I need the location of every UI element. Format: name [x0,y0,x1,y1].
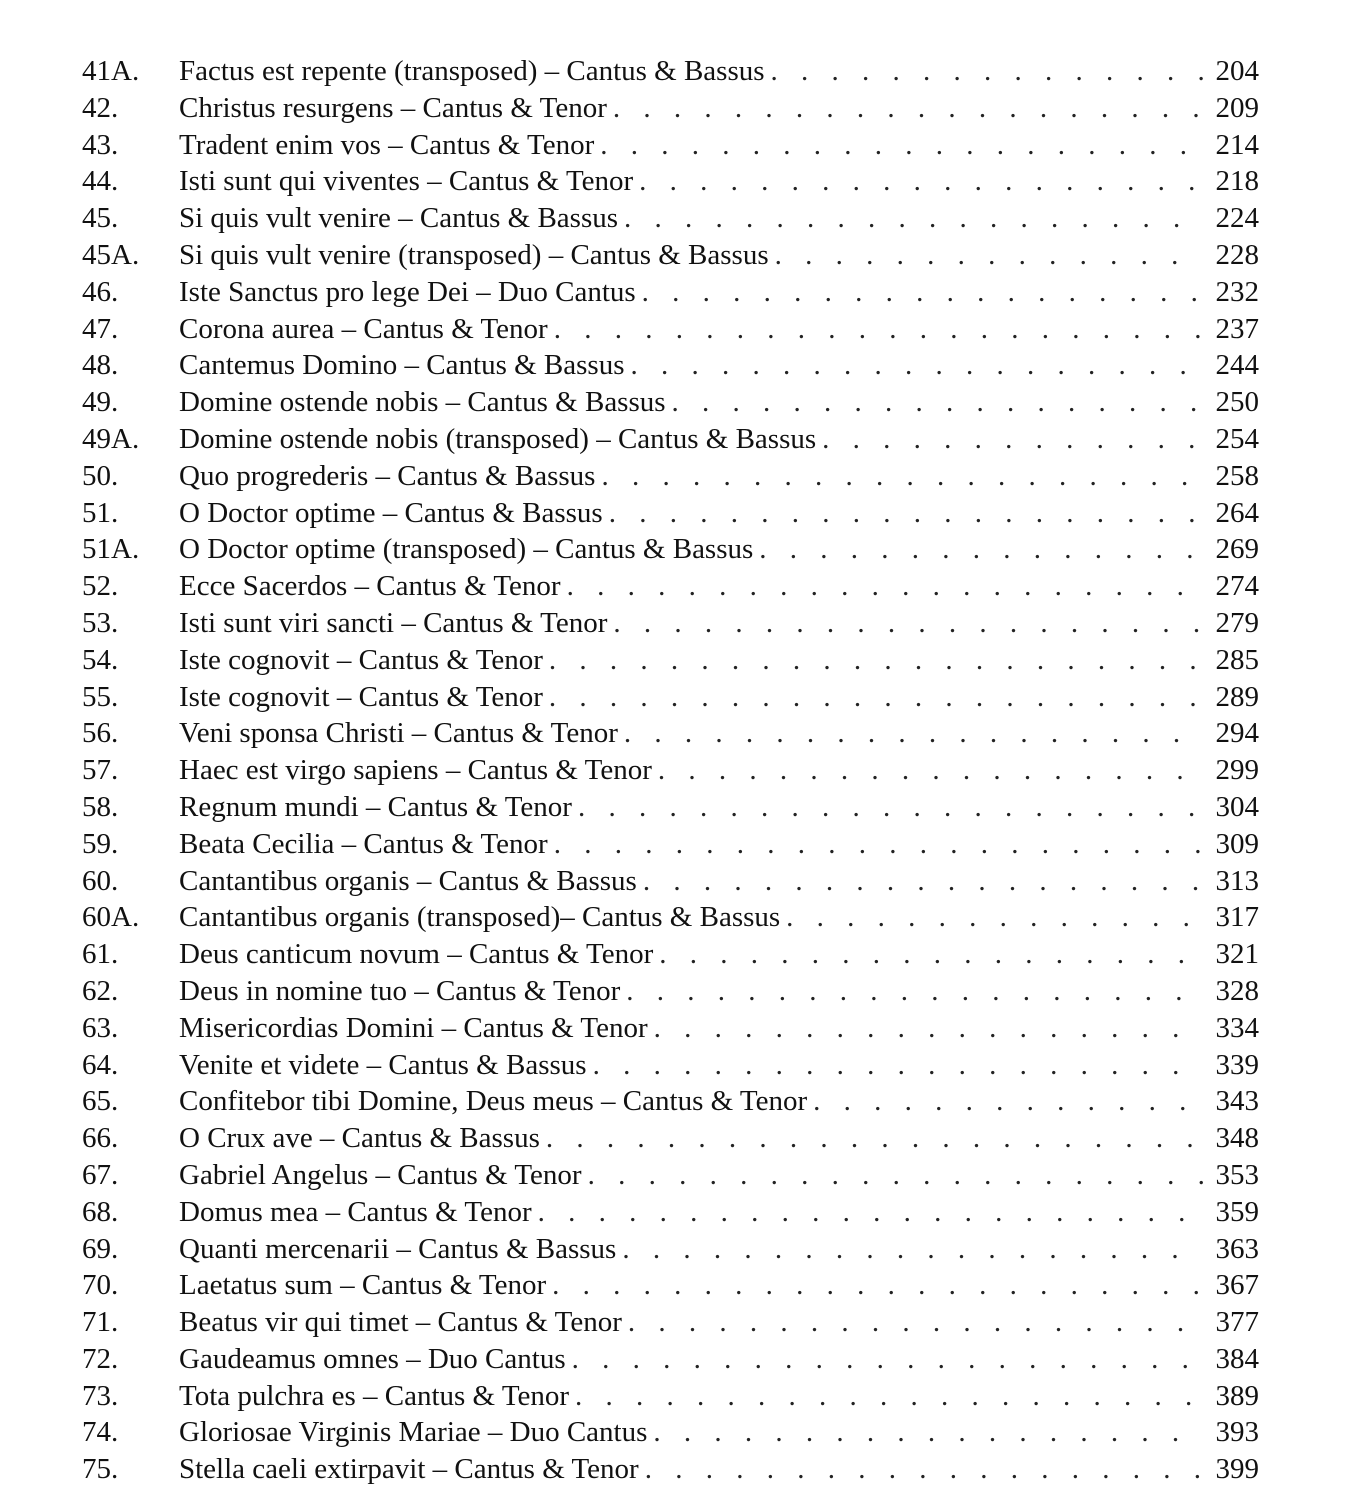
toc-entry-title: O Doctor optime (transposed) – Cantus & Bassus [179,533,754,566]
toc-entry-number: 47. [82,312,119,345]
toc-entry-number: 45. [82,202,119,235]
toc-entry-title: Isti sunt viri sancti – Cantus & Tenor [179,606,608,639]
toc-entry[interactable] [82,127,1259,164]
toc-entry[interactable] [82,421,1259,458]
toc-entry-number: 61. [82,938,119,971]
toc-entry-number: 58. [82,790,119,823]
toc-entry-title: Factus est repente (transposed) – Cantus & Bassus [179,55,765,87]
table-of-contents [82,53,1259,1488]
toc-entry-page-number: 348 [1215,1122,1259,1155]
toc-entry-page-number: 389 [1215,1379,1259,1412]
toc-entry-number: 65. [82,1085,119,1118]
toc-entry-page-number: 209 [1215,91,1259,124]
dot-leader [659,936,1203,973]
toc-entry[interactable] [82,384,1259,421]
toc-entry-title: Deus canticum novum – Cantus & Tenor [179,938,654,971]
dot-leader [538,1194,1203,1231]
toc-entry-number: 70. [82,1269,119,1302]
dot-leader [588,1157,1203,1194]
toc-entry[interactable] [82,274,1259,311]
toc-entry[interactable] [82,458,1259,495]
toc-entry-number: 57. [82,754,119,787]
toc-entry-page-number: 224 [1215,202,1259,235]
toc-entry[interactable] [82,347,1259,384]
dot-leader [609,495,1203,532]
toc-entry[interactable] [82,936,1259,973]
toc-entry-title: Laetatus sum – Cantus & Tenor [179,1269,547,1302]
toc-entry-page-number: 274 [1215,570,1259,603]
toc-entry-number: 50. [82,459,119,492]
dot-leader [626,973,1203,1010]
toc-entry-number: 49. [82,386,119,419]
dot-leader [643,863,1203,900]
dot-leader [771,53,1203,90]
dot-leader [552,1267,1203,1304]
toc-entry[interactable] [82,568,1259,605]
toc-entry-number: 74. [82,1416,119,1449]
toc-entry-title: Regnum mundi – Cantus & Tenor [179,790,572,823]
toc-entry-title: Gaudeamus omnes – Duo Cantus [179,1342,566,1375]
toc-entry[interactable] [82,605,1259,642]
dot-leader [630,347,1203,384]
toc-entry[interactable] [82,1231,1259,1268]
toc-entry-title: Cantemus Domino – Cantus & Bassus [179,349,625,382]
dot-leader [822,421,1203,458]
toc-entry-title: Quo progrederis – Cantus & Bassus [179,459,596,492]
toc-entry-title: Corona aurea – Cantus & Tenor [179,312,548,345]
toc-entry-page-number: 321 [1215,938,1259,971]
toc-entry[interactable] [82,1157,1259,1194]
toc-entry-page-number: 232 [1215,275,1259,308]
dot-leader [554,826,1203,863]
toc-entry[interactable] [82,1414,1259,1451]
toc-entry-title: Isti sunt qui viventes – Cantus & Tenor [179,165,634,198]
toc-entry-page-number: 377 [1215,1306,1259,1339]
dot-leader [549,642,1203,679]
dot-leader [813,1083,1203,1120]
toc-entry-title: Deus in nomine tuo – Cantus & Tenor [179,974,621,1007]
toc-entry-page-number: 214 [1215,128,1259,161]
toc-entry-title: Confitebor tibi Domine, Deus meus – Cantus & Tenor [179,1085,808,1118]
toc-entry-title: O Doctor optime – Cantus & Bassus [179,496,603,529]
toc-entry-page-number: 363 [1215,1232,1259,1265]
toc-entry-number: 46. [82,275,119,308]
toc-entry-number: 60. [82,864,119,897]
dot-leader [759,531,1203,568]
toc-entry[interactable] [82,200,1259,237]
dot-leader [600,127,1203,164]
toc-entry-page-number: 289 [1215,680,1259,713]
toc-entry[interactable] [82,642,1259,679]
toc-entry-number: 44. [82,165,119,198]
toc-entry-page-number: 244 [1215,349,1259,382]
toc-entry-page-number: 317 [1215,901,1259,934]
toc-entry-title: Beatus vir qui timet – Cantus & Tenor [179,1306,622,1339]
toc-entry[interactable] [82,1120,1259,1157]
toc-entry-title: Cantantibus organis – Cantus & Bassus [179,864,637,897]
toc-entry-title: Gabriel Angelus – Cantus & Tenor [179,1158,582,1191]
dot-leader [624,715,1203,752]
toc-entry-number: 67. [82,1158,119,1191]
toc-entry-title: Iste cognovit – Cantus & Tenor [179,680,543,713]
toc-entry-number: 68. [82,1195,119,1228]
toc-entry-number: 69. [82,1232,119,1265]
dot-leader [554,311,1203,348]
toc-entry-page-number: 313 [1215,864,1259,897]
toc-entry-title: Si quis vult venire (transposed) – Cantus & Bassus [179,238,769,271]
toc-entry-title: Domine ostende nobis (transposed) – Cantus & Bassus [179,422,817,455]
toc-entry-number: 41A. [82,55,140,87]
toc-entry-title: O Crux ave – Cantus & Bassus [179,1122,540,1155]
toc-entry-number: 55. [82,680,119,713]
toc-entry-number: 62. [82,974,119,1007]
dot-leader [575,1378,1203,1415]
toc-entry[interactable] [82,53,1259,90]
toc-entry[interactable] [82,531,1259,568]
toc-entry-page-number: 250 [1215,386,1259,419]
toc-entry[interactable] [82,1010,1259,1047]
dot-leader [642,274,1203,311]
toc-entry[interactable] [82,1378,1259,1415]
dot-leader [593,1047,1203,1084]
toc-entry-page-number: 258 [1215,459,1259,492]
dot-leader [549,679,1203,716]
toc-entry-page-number: 384 [1215,1342,1259,1375]
toc-entry-page-number: 359 [1215,1195,1259,1228]
toc-entry-title: Tota pulchra es – Cantus & Tenor [179,1379,570,1412]
toc-entry[interactable] [82,1304,1259,1341]
toc-entry-number: 43. [82,128,119,161]
toc-entry-number: 49A. [82,422,140,455]
toc-entry-page-number: 254 [1215,422,1259,455]
toc-entry[interactable] [82,1451,1259,1488]
toc-entry-page-number: 399 [1215,1453,1259,1486]
toc-entry-title: Domus mea – Cantus & Tenor [179,1195,532,1228]
toc-entry-page-number: 393 [1215,1416,1259,1449]
toc-entry-title: Quanti mercenarii – Cantus & Bassus [179,1232,617,1265]
dot-leader [628,1304,1203,1341]
toc-entry-title: Cantantibus organis (transposed)– Cantus & Bassus [179,901,781,934]
dot-leader [775,237,1203,274]
toc-entry-page-number: 264 [1215,496,1259,529]
toc-entry-page-number: 343 [1215,1085,1259,1118]
toc-entry-title: Iste cognovit – Cantus & Tenor [179,643,543,676]
toc-entry-page-number: 367 [1215,1269,1259,1302]
toc-entry[interactable] [82,311,1259,348]
toc-entry-number: 64. [82,1048,119,1081]
toc-entry[interactable] [82,973,1259,1010]
toc-entry-page-number: 304 [1215,790,1259,823]
toc-entry-title: Si quis vult venire – Cantus & Bassus [179,202,619,235]
toc-entry-number: 42. [82,91,119,124]
toc-entry-page-number: 294 [1215,717,1259,750]
dot-leader [639,163,1203,200]
toc-entry-number: 60A. [82,901,140,934]
toc-entry-title: Veni sponsa Christi – Cantus & Tenor [179,717,618,750]
dot-leader [546,1120,1203,1157]
toc-entry-number: 73. [82,1379,119,1412]
toc-entry-page-number: 237 [1215,312,1259,345]
toc-entry-title: Beata Cecilia – Cantus & Tenor [179,827,548,860]
toc-entry-page-number: 328 [1215,974,1259,1007]
toc-entry-page-number: 269 [1215,533,1259,566]
toc-entry-title: Venite et videte – Cantus & Bassus [179,1048,587,1081]
toc-entry-page-number: 204 [1215,55,1259,87]
toc-entry[interactable] [82,90,1259,127]
toc-entry-title: Gloriosae Virginis Mariae – Duo Cantus [179,1416,648,1449]
toc-entry[interactable] [82,789,1259,826]
toc-entry-number: 59. [82,827,119,860]
toc-entry-number: 71. [82,1306,119,1339]
toc-entry-number: 56. [82,717,119,750]
toc-entry-number: 52. [82,570,119,603]
dot-leader [624,200,1203,237]
toc-entry-page-number: 309 [1215,827,1259,860]
toc-entry-number: 53. [82,606,119,639]
toc-entry-title: Christus resurgens – Cantus & Tenor [179,91,607,124]
toc-entry-title: Ecce Sacerdos – Cantus & Tenor [179,570,561,603]
toc-entry[interactable] [82,1194,1259,1231]
dot-leader [572,1341,1203,1378]
dot-leader [567,568,1203,605]
toc-entry-title: Stella caeli extirpavit – Cantus & Tenor [179,1453,639,1486]
dot-leader [578,789,1203,826]
toc-entry-page-number: 228 [1215,238,1259,271]
toc-entry-number: 48. [82,349,119,382]
toc-entry-page-number: 339 [1215,1048,1259,1081]
toc-entry-page-number: 353 [1215,1158,1259,1191]
toc-entry[interactable] [82,237,1259,274]
toc-entry-number: 75. [82,1453,119,1486]
dot-leader [622,1231,1203,1268]
toc-entry-number: 72. [82,1342,119,1375]
toc-entry-number: 51. [82,496,119,529]
toc-entry-title: Haec est virgo sapiens – Cantus & Tenor [179,754,652,787]
toc-entry-number: 63. [82,1011,119,1044]
toc-entry[interactable] [82,1341,1259,1378]
dot-leader [786,899,1203,936]
toc-entry-number: 45A. [82,238,140,271]
toc-entry-number: 51A. [82,533,140,566]
dot-leader [658,752,1203,789]
toc-entry-page-number: 334 [1215,1011,1259,1044]
dot-leader [645,1451,1203,1488]
toc-entry-page-number: 218 [1215,165,1259,198]
toc-entry[interactable] [82,1267,1259,1304]
toc-entry-number: 66. [82,1122,119,1155]
dot-leader [613,90,1203,127]
dot-leader [653,1414,1203,1451]
toc-entry[interactable] [82,752,1259,789]
dot-leader [654,1010,1203,1047]
dot-leader [601,458,1203,495]
toc-entry-title: Misericordias Domini – Cantus & Tenor [179,1011,648,1044]
toc-entry[interactable] [82,715,1259,752]
dot-leader [672,384,1203,421]
dot-leader [613,605,1203,642]
toc-entry[interactable] [82,826,1259,863]
toc-entry[interactable] [82,679,1259,716]
toc-entry[interactable] [82,863,1259,900]
toc-entry-number: 54. [82,643,119,676]
toc-entry-page-number: 299 [1215,754,1259,787]
toc-entry[interactable] [82,1047,1259,1084]
toc-entry[interactable] [82,495,1259,532]
toc-entry-title: Tradent enim vos – Cantus & Tenor [179,128,595,161]
toc-entry-page-number: 279 [1215,606,1259,639]
toc-entry[interactable] [82,1083,1259,1120]
toc-entry[interactable] [82,163,1259,200]
toc-entry-title: Iste Sanctus pro lege Dei – Duo Cantus [179,275,636,308]
toc-entry-title: Domine ostende nobis – Cantus & Bassus [179,386,666,419]
toc-entry[interactable] [82,899,1259,936]
toc-entry-page-number: 285 [1215,643,1259,676]
